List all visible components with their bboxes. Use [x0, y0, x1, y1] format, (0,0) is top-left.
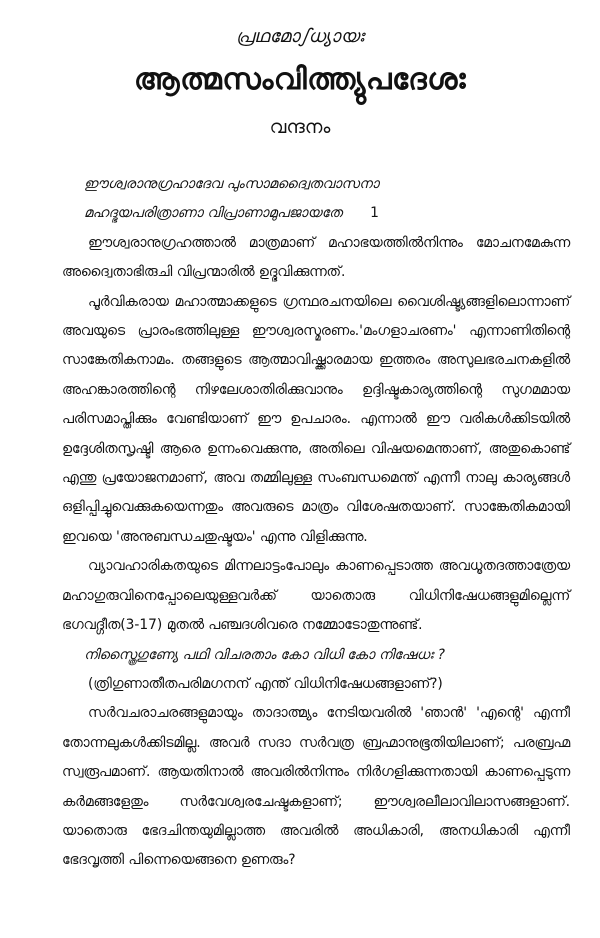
verse-line-1: ഈശ്വരാനുഗ്രഹാദേവ പുംസാമദ്വൈതവാസനാ [84, 176, 379, 192]
quote-gloss: (ത്രിഗുണാതീതപരിമഗനന് എന്ത് വിധിനിഷേധങ്ങളാണ്?) [88, 675, 443, 692]
paragraph-3: വ്യാവഹാരികതയുടെ മിന്നലാട്ടംപോലും കാണപ്പെടാത്ത അവധൂതദത്താത്രേയ മഹാഗുരുവിനെപ്പോലെയുള്ളവർക്ക് യാതൊരു വിധിനിഷേധങ്ങളുമില്ലെന്ന് ഭഗവദ്ഗീത(3-17) മുതൽ പഞ്ചദശിവരെ നമ്മോടോതുന്നുണ്ട്. [62, 558, 570, 634]
verse-number: 1 [370, 205, 379, 222]
section-subtitle: വന്ദനം [269, 116, 331, 138]
paragraph-2: പൂർവികരായ മഹാത്മാക്കളുടെ ഗ്രന്ഥരചനയിലെ വൈശിഷ്ട്യങ്ങളിലൊന്നാണ് അവയുടെ പ്രാരംഭത്തിലുള്ള ഈശ്വരസ്മരണം.'മംഗളാചരണം' എന്നാണിതിന്റെ സാങ്കേതികനാമം. തങ്ങളുടെ ആത്മാവിഷ്ക്കാരമായ ഇത്തരം അസുലഭരചനകളിൽ അഹങ്കാരത്തിന്റെ നിഴലേശാതിരിക്കുവാനും ഉദ്ദിഷ്ടകാര്യത്തിന്റെ സുഗമമായ പരിസമാപ്തിക്കും വേണ്ടിയാണ് ഈ ഉപചാരം. എന്നാൽ ഈ വരികൾക്കിടയിൽ ഉദ്ദേശിതസൃഷ്ടി ആരെ ഉന്നംവെക്കുന്നു, അതിലെ വിഷയമെന്താണ്, അതുകൊണ്ട് എന്തു പ്രയോജനമാണ്, അവ തമ്മിലുള്ള സംബന്ധമെന്ത് എന്നീ നാലു കാര്യങ്ങൾ ഒളിപ്പിച്ചുവെക്കുകയെന്നതും അവരുടെ മാത്രം വിശേഷതയാണ്. സാങ്കേതികമായി ഇവയെ 'അനുബന്ധചതുഷ്ടയം' എന്നു വിളിക്കുന്നു. [62, 293, 570, 545]
paragraph-4: സർവചരാചരങ്ങളുമായും താദാത്മ്യം നേടിയവരിൽ 'ഞാൻ' 'എന്റെ' എന്നീ തോന്നലുകൾക്കിടമില്ല. അവർ സദാ സർവത്ര ബ്രഹ്മാനുഭൂതിയിലാണ്; പരബ്രഹ്മ സ്വരൂപമാണ്. ആയതിനാൽ അവരിൽനിന്നും നിർഗളിക്കുന്നതായി കാണപ്പെടുന്ന കർമങ്ങളേതും സർവേശ്വരചേഷ്ടകളാണ്; ഈശ്വരലീലാവിലാസങ്ങളാണ്. യാതൊരു ഭേദചിന്തയുമില്ലാത്ത അവരിൽ അധികാരി, അനധികാരി എന്നീ ഭേദവൃത്തി പിന്നെയെങ്ങനെ ഉണരും? [62, 705, 570, 869]
page-title: ആത്മസംവിത്ത്യുപദേശഃ [133, 62, 467, 97]
page-body [62, 170, 570, 930]
quoted-verse: നിസ്ത്രൈഗുണ്യേ പഥി വിചരതാം കോ വിധി കോ നിഷേധഃ ? [84, 646, 445, 663]
verse-line-2 [62, 199, 570, 228]
verse-line-2-text: മഹദ്ഭയപരിത്രാണാ വിപ്രാണാമുപജായതേ [84, 205, 343, 222]
paragraph-1: ഈശ്വരാനുഗ്രഹത്താൽ മാത്രമാണ് മഹാഭയത്തിൽനിന്നും മോചനമേകുന്ന അദ്വൈതാഭിരുചി വിപ്രന്മാരിൽ ഉദ്ഭവിക്കുന്നത്. [62, 234, 570, 281]
chapter-label: പ്രഥമോഽധ്യായഃ [235, 26, 365, 47]
